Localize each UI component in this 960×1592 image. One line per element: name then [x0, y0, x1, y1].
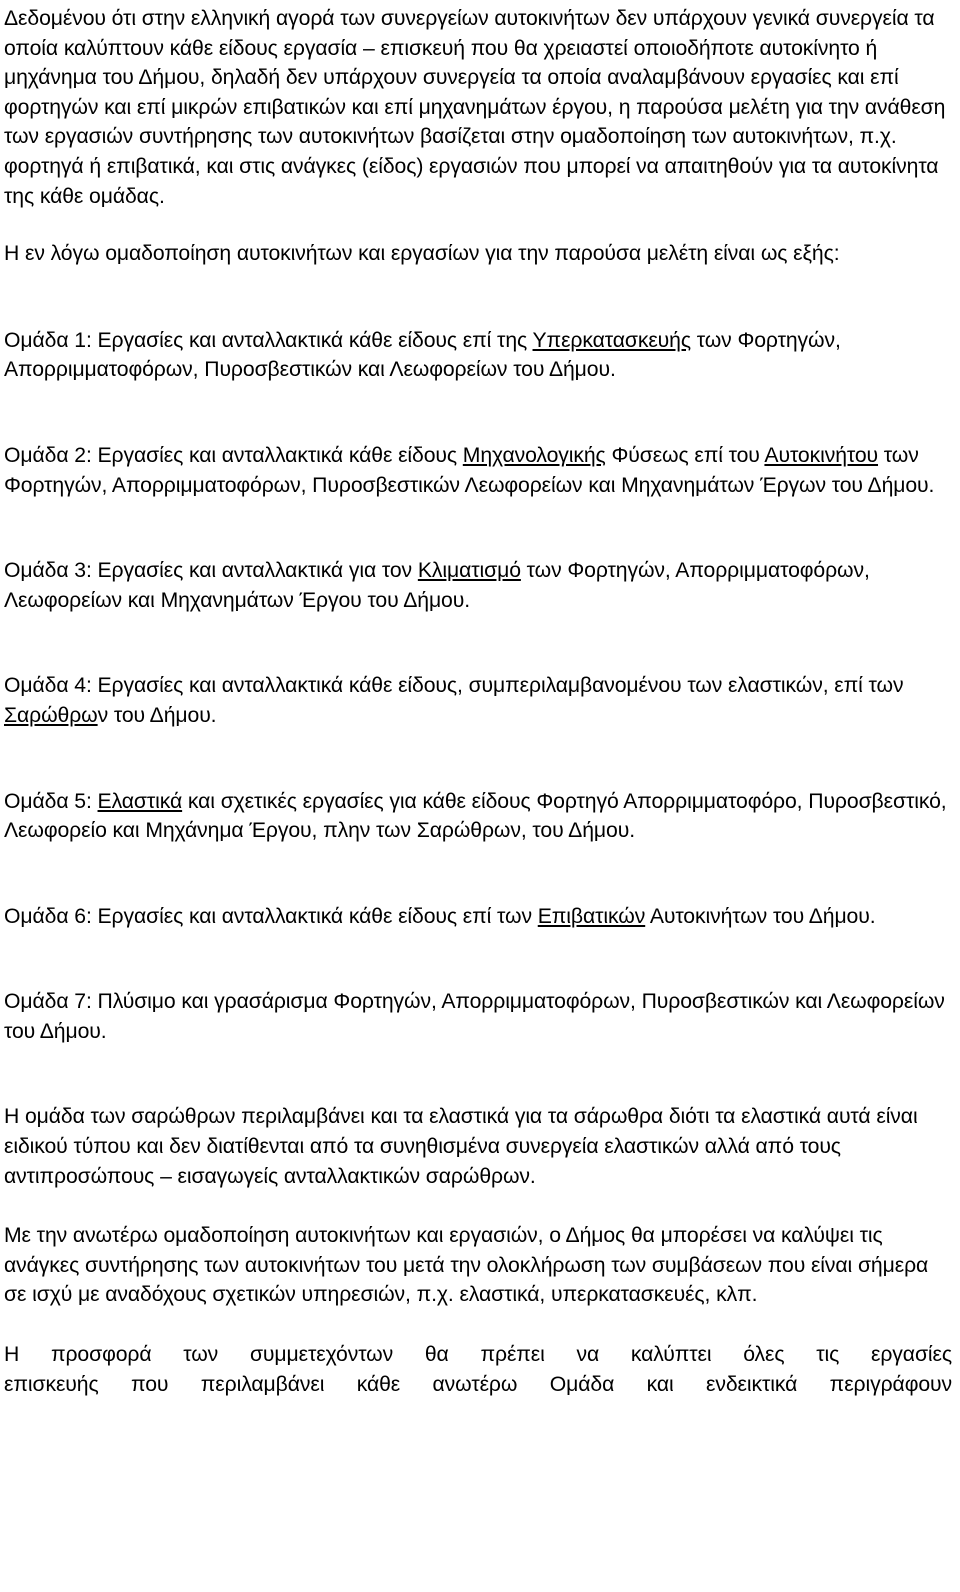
group-5-item [4, 787, 952, 846]
grouping-paragraph: Η εν λόγω ομαδοποίηση αυτοκινήτων και εργασίων για την παρούσα μελέτη είναι ως εξής: [4, 242, 840, 266]
group-underlined-term: Ελαστικά [97, 789, 183, 813]
group-text: Αυτοκινήτων του Δήμου. [645, 904, 876, 928]
group-text: Ομάδα 1: Εργασίες και ανταλλακτικά κάθε είδους επί της [4, 328, 533, 352]
group-underlined-term: Υπερκατασκευής [532, 328, 691, 352]
sweepers-paragraph: Η ομάδα των σαρώθρων περιλαμβάνει και τα ελαστικά για τα σάρωθρα διότι τα ελαστικά αυτά είναι ειδικού τύπου και δεν διατίθενται από τα συνηθισμένα συνεργεία ελαστικών αλλά από τους αντιπροσώπους – εισαγωγείς ανταλλακτικών σαρώθρων. [4, 1105, 918, 1188]
group-2-item [4, 441, 952, 500]
group-4-item [4, 671, 952, 730]
coverage-paragraph: Με την ανωτέρω ομαδοποίηση αυτοκινήτων και εργασιών, ο Δήμος θα μπορέσει να καλύψει τις ανάγκες συντήρησης των αυτοκινήτων του μετά την ολοκλήρωση των συμβάσεων που είναι σήμερα σε ισχύ με αναδόχους σχετικών υπηρεσιών, π.χ. ελαστικά, υπερκατασκευές, κλπ. [4, 1224, 929, 1307]
group-text: των Φορτηγών, Απορριμματοφόρων, Πυροσβεστικών και Λεωφορείων του Δήμου. [4, 328, 841, 382]
group-3-item [4, 556, 952, 615]
group-underlined-term: Αυτοκινήτου [764, 443, 879, 467]
group-text: των Φορτηγών, Απορριμματοφόρων, Πυροσβεστικών Λεωφορείων και Μηχανημάτων Έργων του Δήμου. [4, 443, 935, 497]
group-text: Ομάδα 2: Εργασίες και ανταλλακτικά κάθε είδους [4, 443, 463, 467]
group-text: των Φορτηγών, Απορριμματοφόρων, Λεωφορείων και Μηχανημάτων Έργου του Δήμου. [4, 559, 870, 612]
group-text: Φύσεως επί του [605, 443, 765, 467]
offer-paragraph-line-1: Η προσφορά των συμμετεχόντων θα πρέπει να καλύπτει όλες τις εργασίες [4, 1343, 952, 1367]
group-text: Ομάδα 5: [4, 789, 98, 813]
group-text: Ομάδα 4: Εργασίες και ανταλλακτικά κάθε είδους, συμπεριλαμβανομένου των ελαστικών, επί των [4, 674, 904, 698]
intro-paragraph: Δεδομένου ότι στην ελληνική αγορά των συνεργείων αυτοκινήτων δεν υπάρχουν γενικά συνεργεία τα οποία καλύπτουν κάθε είδους εργασία – επισκευή που θα χρειαστεί οποιοδήποτε αυτοκίνητο ή μηχάνημα του Δήμου, δηλαδή δεν υπάρχουν συνεργεία τα οποία αναλαμβάνουν εργασίες και επί φορτηγών και επί μικρών επιβατικών και επί μηχανημάτων έργου, η παρούσα μελέτη για την ανάθεση των εργασιών συντήρησης των αυτοκινήτων βασίζεται στην ομαδοποίηση των αυτοκινήτων, π.χ. φορτηγά ή επιβατικά, και στις ανάγκες (είδος) εργασιών που μπορεί να απαιτηθούν για τα αυτοκίνητα της κάθε ομάδας. [4, 7, 946, 208]
group-text: και σχετικές εργασίες για κάθε είδους Φορτηγό Απορριμματοφόρο, Πυροσβεστικό, Λεωφορείο και Μηχάνημα Έργου, πλην των Σαρώθρων, του Δήμου. [4, 789, 947, 843]
group-underlined-term: Σαρώθρω [4, 703, 98, 727]
group-underlined-term: Μηχανολογικής [462, 443, 606, 467]
group-text: Ομάδα 3: Εργασίες και ανταλλακτικά για τον [4, 559, 418, 583]
group-text: ν του Δήμου. [97, 703, 217, 727]
group-text: Ομάδα 7: Πλύσιμο και γρασάρισμα Φορτηγών, Απορριμματοφόρων, Πυροσβεστικών και Λεωφορείων του Δήμου. [4, 990, 945, 1043]
group-7-item [4, 987, 952, 1046]
group-text: Ομάδα 6: Εργασίες και ανταλλακτικά κάθε είδους επί των [4, 904, 538, 928]
group-6-item [4, 902, 952, 932]
group-underlined-term: Κλιματισμό [417, 559, 521, 583]
offer-paragraph-line-2: επισκευής που περιλαμβάνει κάθε ανωτέρω Ομάδα και ενδεικτικά περιγράφουν [4, 1372, 952, 1396]
group-underlined-term: Επιβατικών [537, 904, 646, 928]
group-1-item [4, 326, 952, 385]
